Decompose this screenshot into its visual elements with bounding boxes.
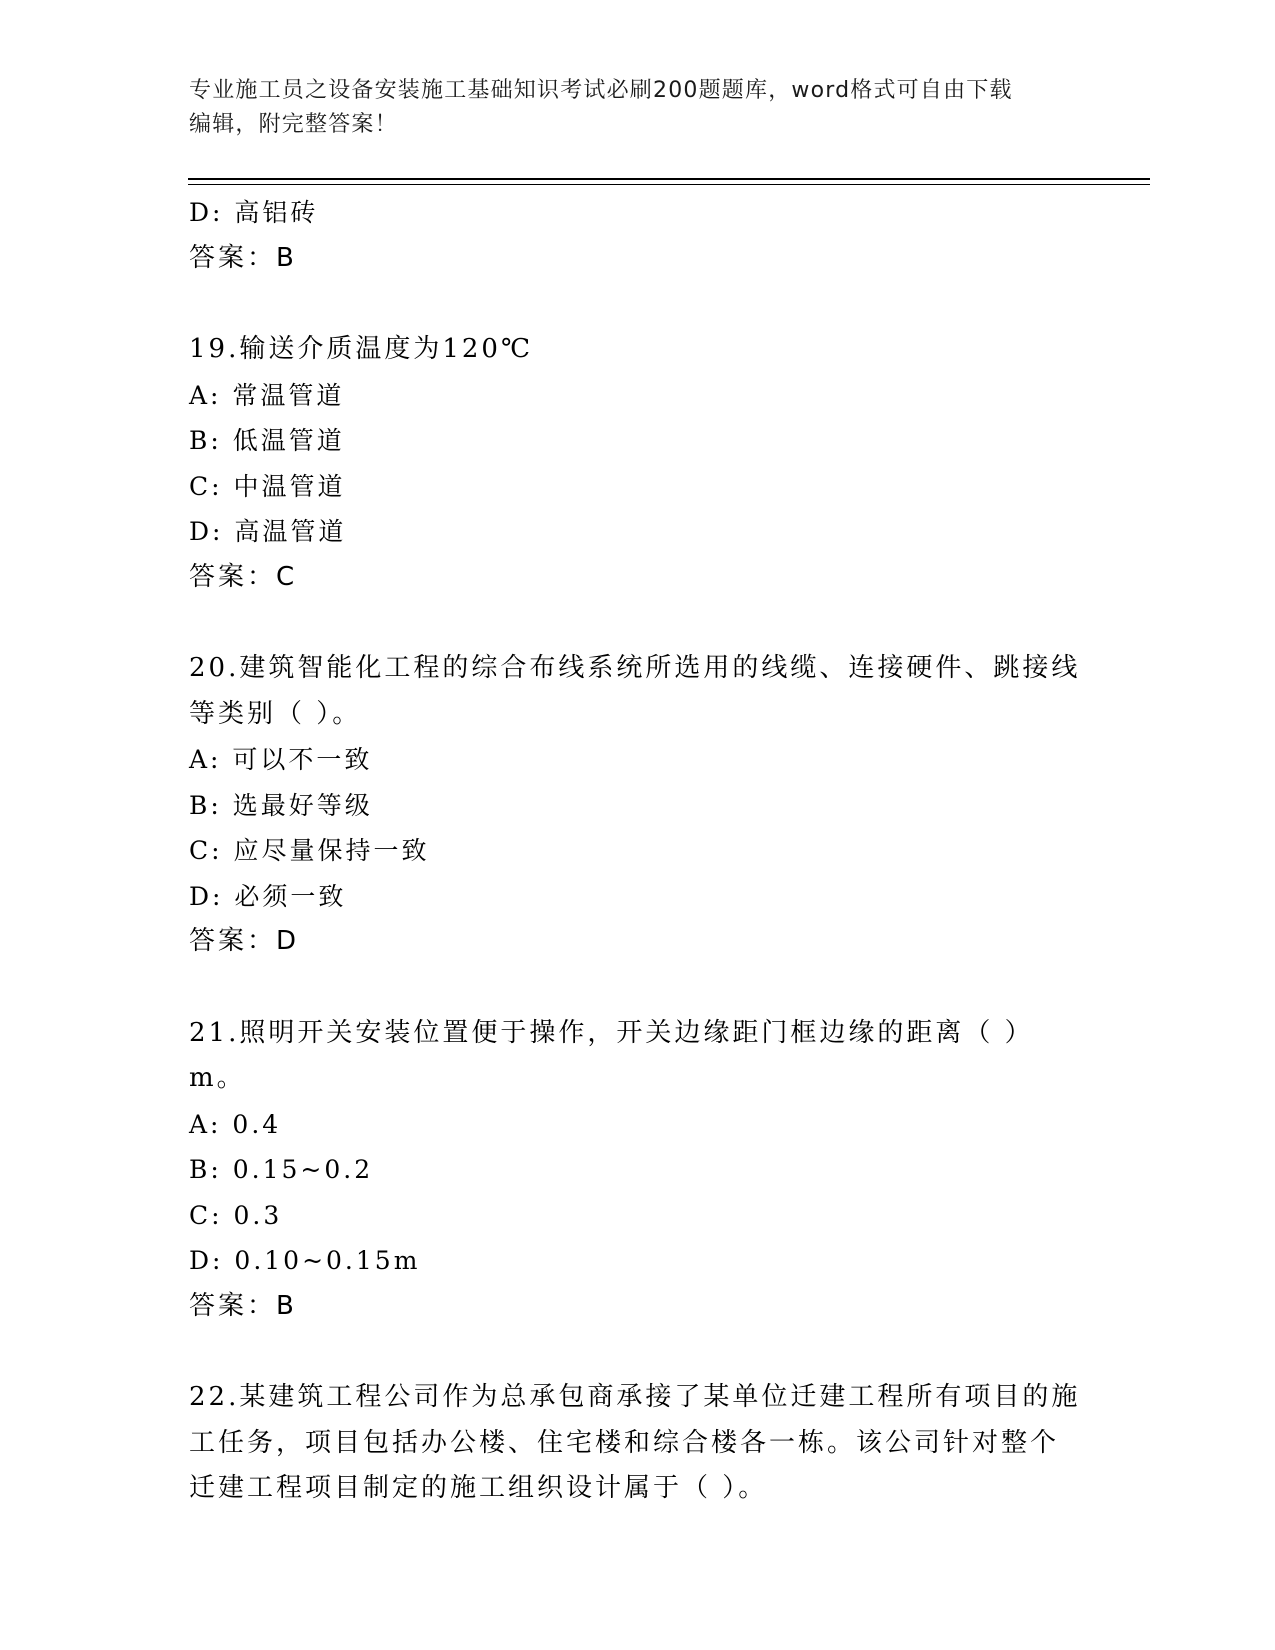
q19-option-d: D: 高温管道 <box>189 517 347 546</box>
q20-option-d: D: 必须一致 <box>189 881 347 911</box>
spacer <box>189 1329 1089 1375</box>
q19-option-b: B: 低温管道 <box>189 426 345 455</box>
header-title-line-1: 专业施工员之设备安装施工基础知识考试必刷200题题库，word格式可自由下载 <box>189 78 1013 103</box>
header-title-line-2: 编辑，附完整答案！ <box>189 112 398 137</box>
spacer <box>189 965 1089 1011</box>
header-divider-thin <box>188 184 1150 185</box>
q20-option-c: C: 应尽量保持一致 <box>189 836 430 865</box>
document-header <box>189 74 1089 142</box>
q21-option-d: D: 0.10~0.15m <box>189 1246 421 1275</box>
q20-option-b: B: 选最好等级 <box>189 790 373 820</box>
spacer <box>189 600 1089 646</box>
question-22-line-3: 迁建工程项目制定的施工组织设计属于（ ）。 <box>189 1473 768 1503</box>
q19-option-a: A: 常温管道 <box>189 380 345 410</box>
question-20-line-2: 等类别（ ）。 <box>189 698 362 729</box>
spacer <box>189 281 1089 327</box>
prev-answer: 答案：B <box>189 242 297 273</box>
question-20-line-1: 20.建筑智能化工程的综合布线系统所选用的线缆、连接硬件、跳接线 <box>189 653 1081 683</box>
q20-option-a: A: 可以不一致 <box>189 745 373 774</box>
q19-answer: 答案：C <box>189 561 298 592</box>
question-21: 21.照明开关安装位置便于操作，开关边缘距门框边缘的距离（ ）m。 <box>189 1017 1034 1093</box>
q19-option-c: C: 中温管道 <box>189 471 346 501</box>
prev-option-d: D: 高铝砖 <box>189 198 319 227</box>
q21-answer: 答案：B <box>189 1290 297 1321</box>
question-19: 19.输送介质温度为120℃ <box>189 334 534 364</box>
q21-option-c: C: 0.3 <box>189 1200 283 1230</box>
q21-option-a: A: 0.4 <box>189 1109 282 1139</box>
question-22-line-1: 22.某建筑工程公司作为总承包商承接了某单位迁建工程所有项目的施 <box>189 1382 1081 1412</box>
question-22-line-2: 工任务，项目包括办公楼、住宅楼和综合楼各一栋。该公司针对整个 <box>189 1427 1060 1458</box>
question-list <box>189 190 1089 1512</box>
header-divider-thick <box>188 178 1150 180</box>
q21-option-b: B: 0.15~0.2 <box>189 1155 374 1184</box>
q20-answer: 答案：D <box>189 926 300 956</box>
